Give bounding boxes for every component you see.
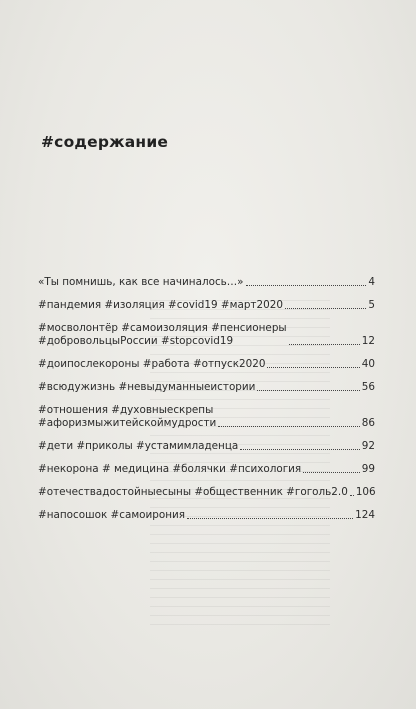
- toc-entry: [38, 322, 375, 348]
- toc-entry: [38, 486, 375, 499]
- toc-entry-line: #мосволонтёр #самоизоляция #пенсионеры: [38, 322, 287, 334]
- toc-page-number: 56: [361, 381, 375, 393]
- toc-page-number: 4: [368, 276, 375, 288]
- dot-leader: [218, 426, 359, 427]
- toc-entry-line: #некорона # медицина #болячки #психология: [38, 463, 302, 475]
- toc-entry-title: [38, 299, 283, 312]
- toc-entry-title: [38, 381, 255, 394]
- toc-page-number: 12: [361, 335, 375, 347]
- dot-leader: [240, 449, 360, 450]
- dot-leader: [246, 285, 367, 286]
- toc-entry: [38, 276, 375, 289]
- toc-entry: [38, 440, 375, 453]
- toc-entry-line: #отношения #духовныескрепы: [38, 404, 214, 416]
- dot-leader: [285, 308, 366, 309]
- toc-page-number: 40: [361, 358, 375, 370]
- toc-entry: [38, 381, 375, 394]
- toc-entry-title: [38, 276, 244, 289]
- dot-leader: [187, 518, 353, 519]
- toc-page-number: 5: [368, 299, 375, 311]
- toc-entry: [38, 509, 375, 522]
- toc-page-number: 106: [355, 486, 376, 498]
- toc-page-number: 124: [355, 509, 375, 521]
- table-of-contents: [38, 276, 375, 532]
- toc-entry: [38, 299, 375, 312]
- toc-entry-title: [38, 440, 238, 453]
- toc-page-number: 99: [361, 463, 375, 475]
- toc-entry-line: #дети #приколы #устамимладенца: [38, 440, 239, 452]
- toc-entry-title: [38, 509, 185, 522]
- toc-entry: [38, 404, 375, 430]
- toc-entry-line: #афоризмыжитейскоймудрости: [38, 417, 217, 429]
- dot-leader: [257, 390, 359, 391]
- dot-leader: [289, 344, 360, 345]
- dot-leader: [303, 472, 360, 473]
- toc-entry-line: #напосошок #самоирония: [38, 509, 186, 521]
- toc-entry-title: [38, 404, 216, 430]
- toc-entry-line: #отечествадостойныесыны #общественник #гоголь2.0: [38, 486, 348, 498]
- toc-entry-line: «Ты помнишь, как все начиналось…»: [38, 276, 244, 288]
- toc-page-number: 86: [361, 417, 375, 429]
- toc-entry-line: #всюдужизнь #невыдуманныеистории: [38, 381, 256, 393]
- contents-heading: #содержание: [41, 133, 169, 151]
- dot-leader: [350, 495, 354, 496]
- toc-entry: [38, 463, 375, 476]
- toc-entry-title: [38, 358, 265, 371]
- toc-entry-title: [38, 486, 348, 499]
- toc-entry-line: #доипослекороны #работа #отпуск2020: [38, 358, 266, 370]
- toc-entry: [38, 358, 375, 371]
- toc-entry-title: [38, 463, 301, 476]
- toc-entry-title: [38, 322, 287, 348]
- dot-leader: [267, 367, 359, 368]
- toc-page-number: 92: [361, 440, 375, 452]
- toc-entry-line: #добровольцыРоссии #stopcovid19: [38, 335, 234, 347]
- toc-entry-line: #пандемия #изоляция #covid19 #март2020: [38, 299, 283, 311]
